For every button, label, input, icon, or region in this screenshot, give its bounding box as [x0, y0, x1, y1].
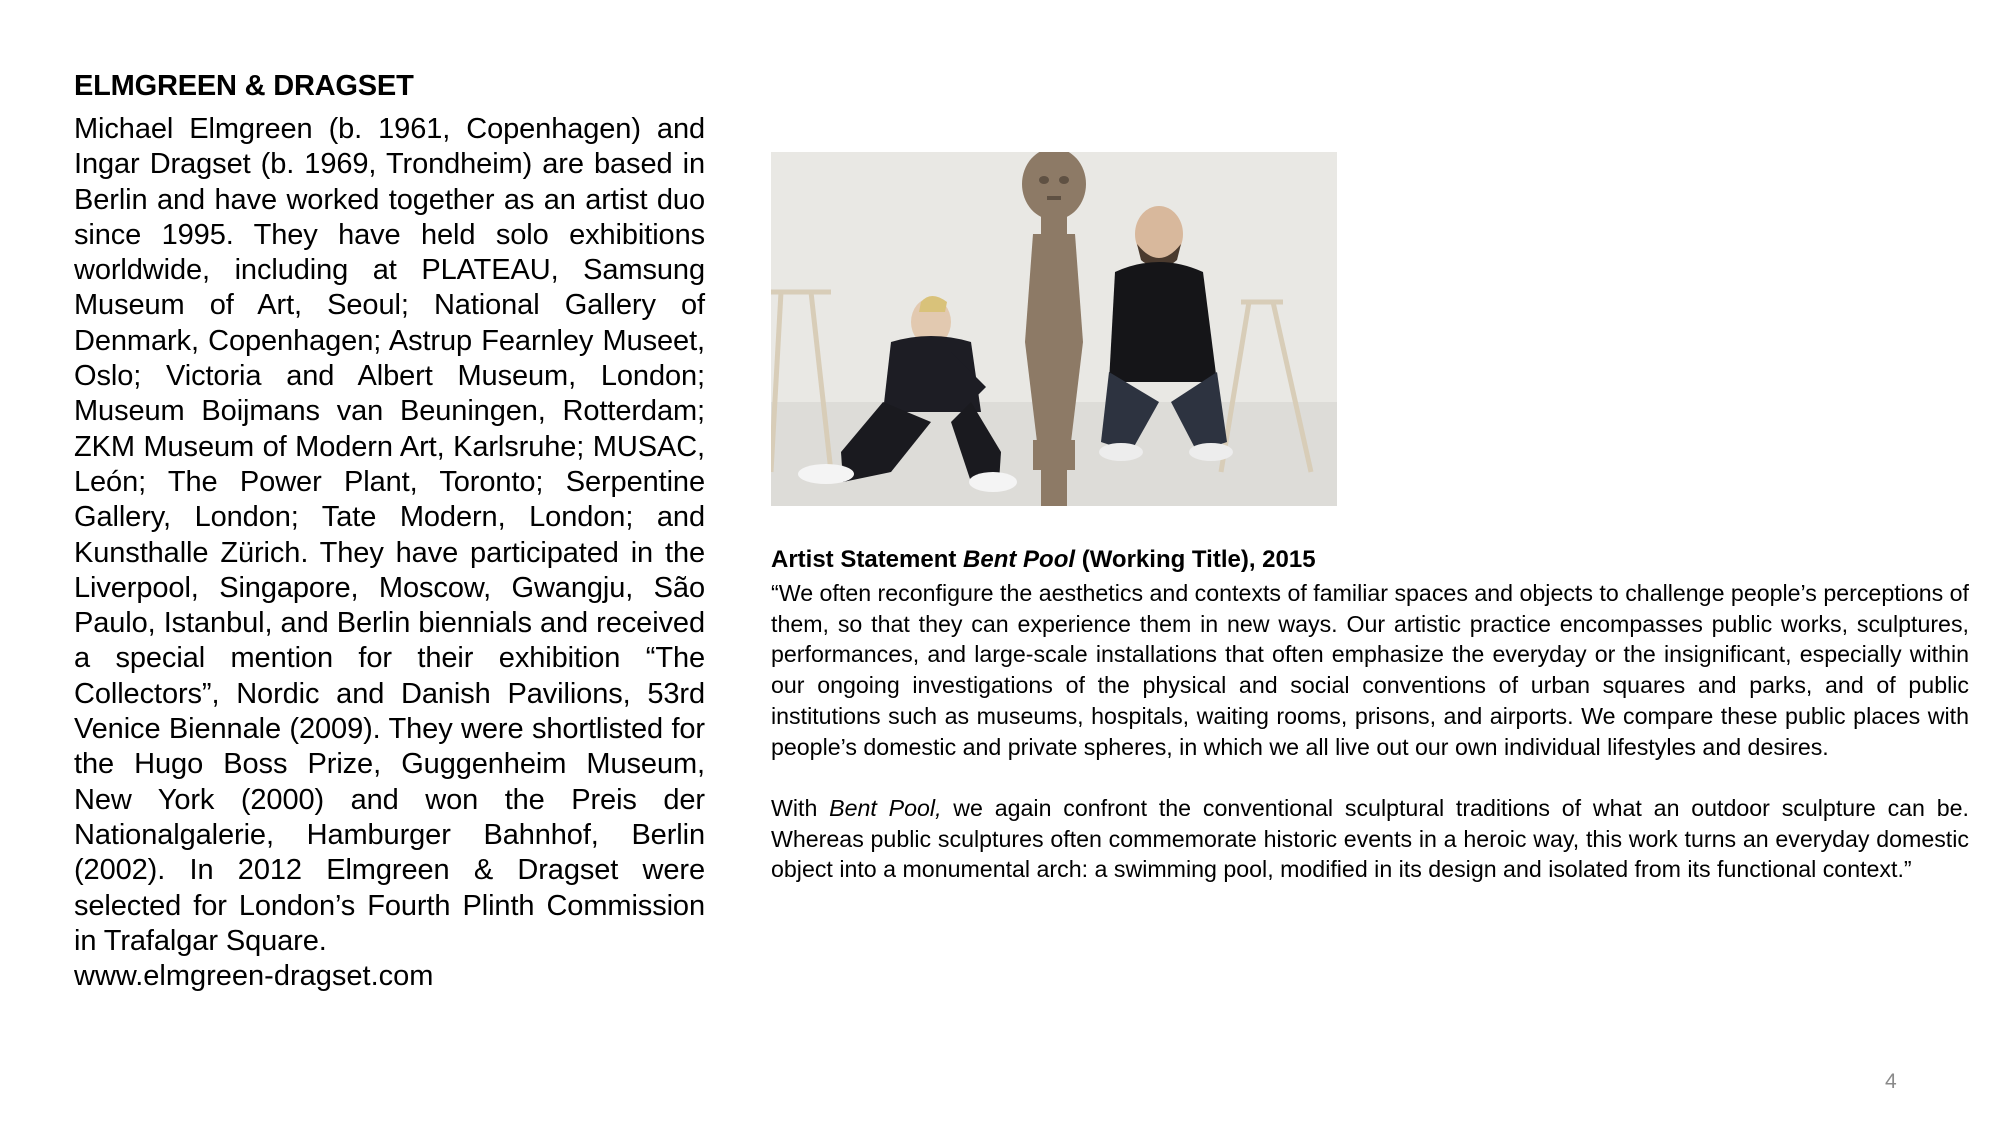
- statement-title: [771, 546, 1316, 574]
- statement-title-prefix: Artist Statement: [771, 546, 964, 573]
- statement-paragraph-2-prefix: With: [771, 794, 830, 821]
- statement-paragraph-1: “We often reconfigure the aesthetics and contexts of familiar spaces and objects to challenge people’s perceptions of them, so that they can experience them in new ways. Our artistic practice encompasses public works, sculptures, performances, and large-scale installations that often emphasize the everyday or the insignificant, especially within our ongoing investigations of the physical and social conventions of urban squares and parks, and of public institutions such as museums, hospitals, waiting rooms, prisons, and airports. We compare these public places with people’s domestic and private spheres, in which we all live out our own individual lifestyles and desires.: [771, 580, 1969, 760]
- statement-paragraph-2-rest: we again confront the conventional sculptural traditions of what an outdoor sculpture can be. Whereas public sculptures often commemorate historic events in a heroic way, this work turns an everyday domestic object into a monumental arch: a swimming pool, modified in its design and isolated from its functional context.”: [771, 794, 1969, 883]
- bio-url: www.elmgreen-dragset.com: [74, 960, 434, 992]
- bio-text: Michael Elmgreen (b. 1961, Copenhagen) and Ingar Dragset (b. 1969, Trondheim) are based in Berlin and have worked together as an artist duo since 1995. They have held solo exhibitions worldwide, including at PLATEAU, Samsung Museum of Art, Seoul; National Gallery of Denmark, Copenhagen; Astrup Fearnley Museet, Oslo; Victoria and Albert Museum, London; Museum Boijmans van Beuningen, Rotterdam; ZKM Museum of Modern Art, Karlsruhe; MUSAC, León; The Power Plant, Toronto; Serpentine Gallery, London; Tate Modern, London; and Kunsthalle Zürich. They have participated in the Liverpool, Singapore, Moscow, Gwangju, São Paulo, Istanbul, and Berlin biennials and received a special mention for their exhibition “The Collectors”, Nordic and Danish Pavilions, 53rd Venice Biennale (2009). They were shortlisted for the Hugo Boss Prize, Guggenheim Museum, New York (2000) and won the Preis der Nationalgalerie, Hamburger Bahnhof, Berlin (2002). In 2012 Elmgreen & Dragset were selected for London’s Fourth Plinth Commission in Trafalgar Square.: [74, 113, 705, 957]
- statement-title-suffix: (Working Title), 2015: [1075, 546, 1316, 573]
- page-number: 4: [1885, 1070, 1897, 1093]
- statement-paragraph-2-work: Bent Pool,: [829, 794, 942, 821]
- artist-photo: [771, 152, 1337, 506]
- statement-title-work: Bent Pool: [963, 546, 1076, 573]
- statement-paragraph-2: [771, 793, 1969, 885]
- bio-heading: ELMGREEN & DRAGSET: [74, 70, 414, 102]
- statement-body: [771, 578, 1969, 916]
